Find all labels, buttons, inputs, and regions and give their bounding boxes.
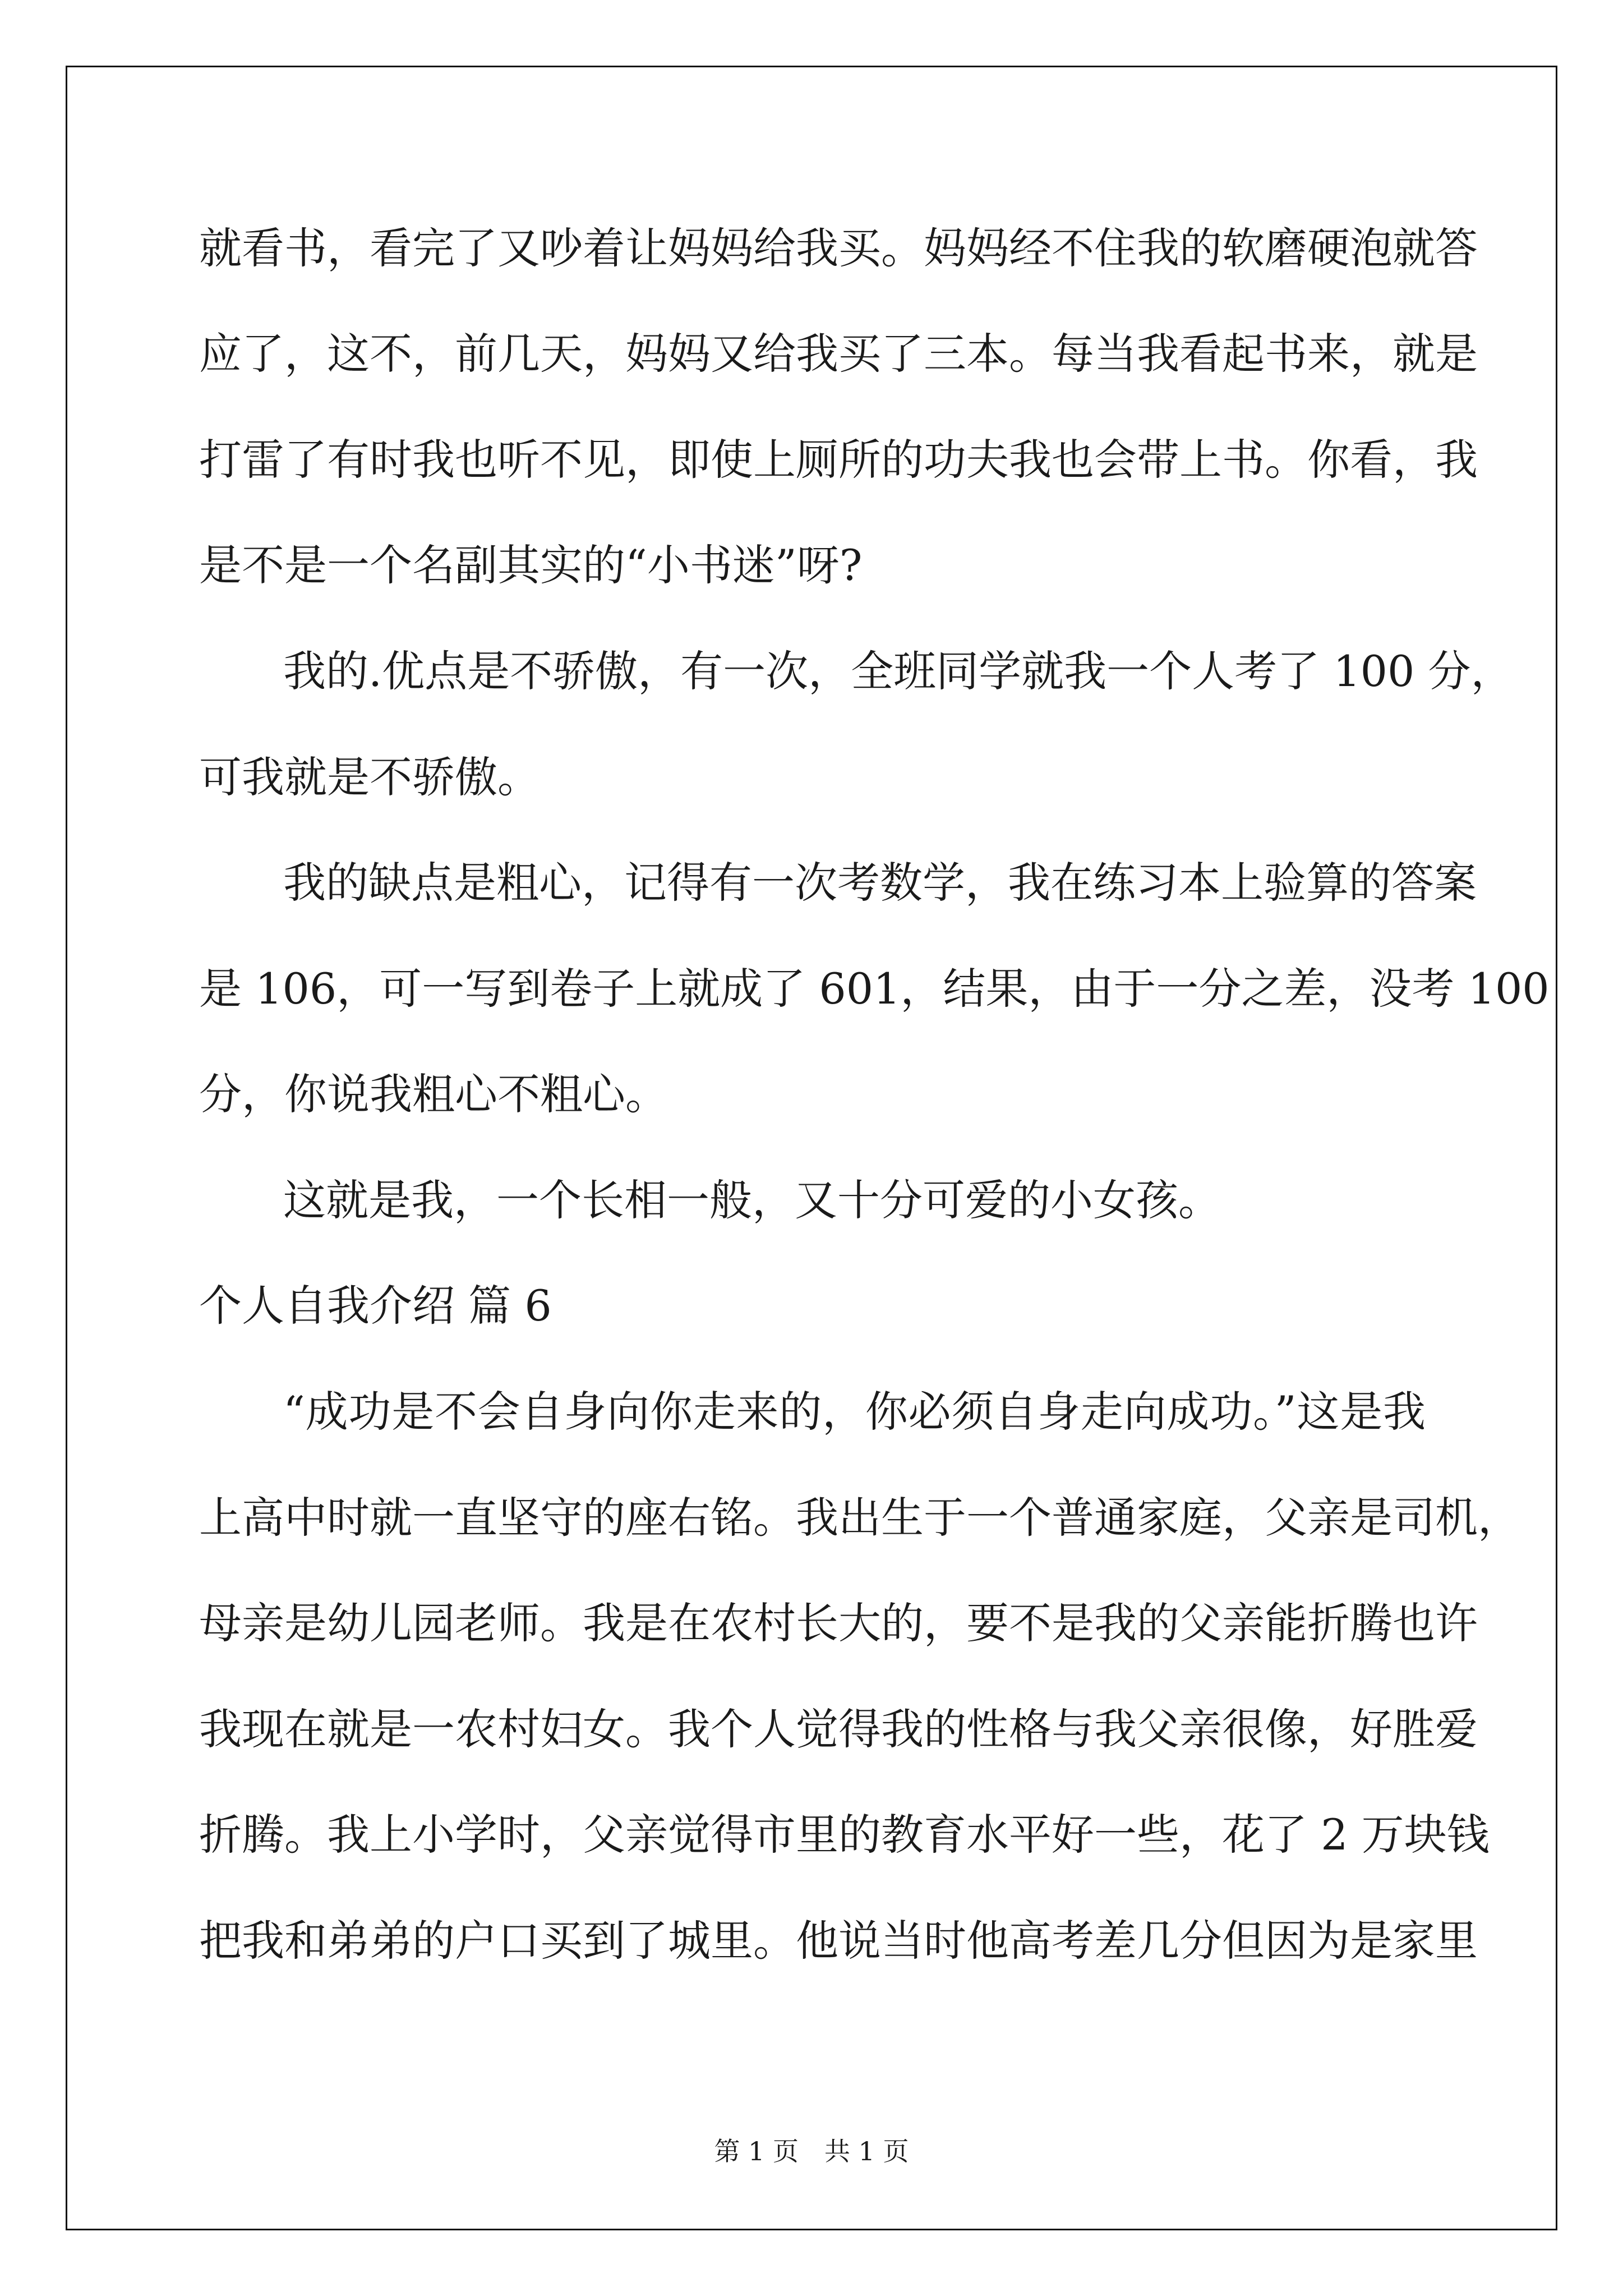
text-line-15: 我现在就是一农村妇女。我个人觉得我的性格与我父亲很像，好胜爱 — [199, 1704, 1478, 1754]
page-border — [66, 66, 1557, 2230]
page-number: 第 1 页 — [714, 2136, 799, 2166]
section-heading: 个人自我介绍 篇 6 — [199, 1281, 552, 1331]
text-line-13: 上高中时就一直坚守的座右铭。我出生于一个普通家庭，父亲是司机， — [199, 1493, 1520, 1543]
page-total: 共 1 页 — [824, 2136, 909, 2166]
text-line-1: 就看书，看完了又吵着让妈妈给我买。妈妈经不住我的软磨硬泡就答 — [199, 223, 1478, 273]
page-footer — [0, 2134, 1623, 2168]
text-line-8: 是 106，可一写到卷子上就成了 601，结果，由于一分之差，没考 100 — [199, 964, 1550, 1014]
text-line-3: 打雷了有时我也听不见，即使上厕所的功夫我也会带上书。你看，我 — [199, 435, 1478, 485]
text-line-4: 是不是一个名副其实的“小书迷”呀? — [199, 540, 863, 590]
text-line-14: 母亲是幼儿园老师。我是在农村长大的，要不是我的父亲能折腾也许 — [199, 1598, 1478, 1648]
text-line-16: 折腾。我上小学时，父亲觉得市里的教育水平好一些，花了 2 万块钱 — [199, 1810, 1490, 1860]
text-line-6: 可我就是不骄傲。 — [199, 752, 540, 802]
text-line-10: 这就是我，一个长相一般，又十分可爱的小女孩。 — [283, 1175, 1221, 1225]
text-line-2: 应了，这不，前几天，妈妈又给我买了三本。每当我看起书来，就是 — [199, 329, 1478, 379]
text-line-9: 分，你说我粗心不粗心。 — [199, 1069, 668, 1119]
text-line-12: “成功是不会自身向你走来的，你必须自身走向成功。”这是我 — [283, 1387, 1426, 1437]
text-line-5: 我的.优点是不骄傲，有一次，全班同学就我一个人考了 100 分， — [283, 646, 1514, 696]
text-line-7: 我的缺点是粗心，记得有一次考数学，我在练习本上验算的答案 — [283, 858, 1477, 908]
text-line-17: 把我和弟弟的户口买到了城里。他说当时他高考差几分但因为是家里 — [199, 1916, 1478, 1966]
